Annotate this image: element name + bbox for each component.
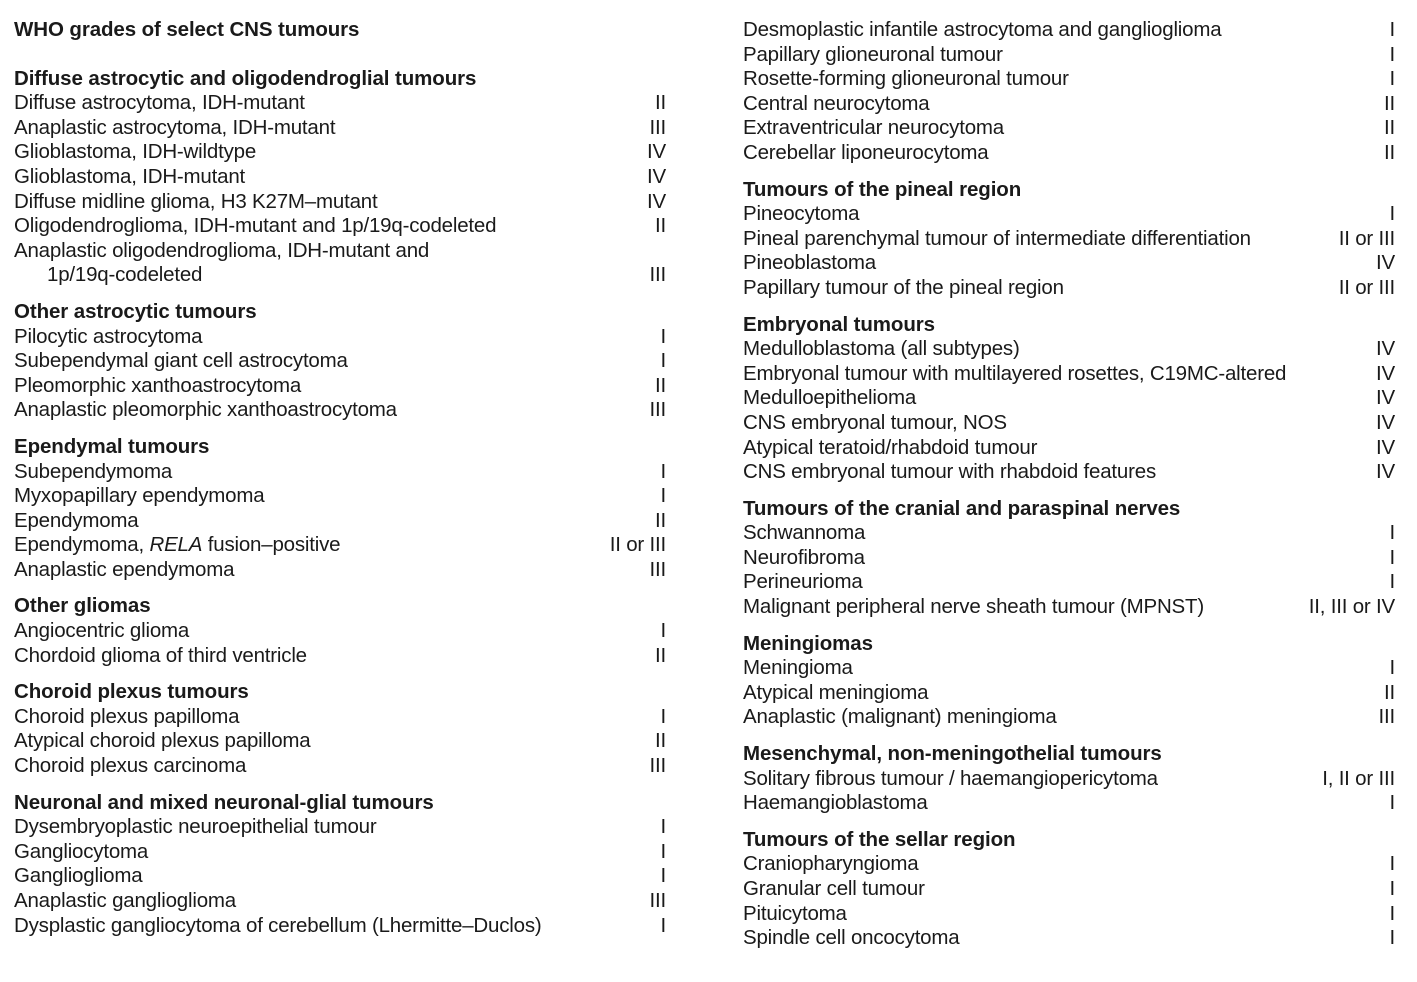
table-row [14, 864, 666, 889]
who-grade: I, II or III [1322, 766, 1395, 790]
table-row [743, 546, 1395, 571]
table-row [14, 509, 666, 534]
table-row [14, 349, 666, 374]
tumour-name: Craniopharyngioma [743, 852, 919, 876]
table-row [743, 877, 1395, 902]
table-row [743, 656, 1395, 681]
tumour-name: Anaplastic pleomorphic xanthoastrocytoma [14, 398, 397, 422]
table-row [743, 411, 1395, 436]
section-title: Embryonal tumours [743, 312, 935, 336]
table-row [14, 374, 666, 399]
tumour-name [14, 533, 600, 558]
table-row [14, 214, 666, 239]
table-row [14, 325, 666, 350]
table-row [14, 116, 666, 141]
table-row [743, 521, 1395, 546]
tumour-name: Spindle cell oncocytoma [743, 926, 960, 950]
tumour-name: CNS embryonal tumour with rhabdoid features [743, 460, 1156, 484]
section-title: Meningiomas [743, 631, 873, 655]
table-row [743, 67, 1395, 92]
section-embryonal [743, 313, 1395, 485]
table-row [743, 681, 1395, 706]
left-column [14, 18, 666, 950]
tumour-name: Subependymoma [14, 459, 173, 483]
tumour-name: Anaplastic ganglioglioma [14, 889, 236, 912]
tumour-name: Dysembryoplastic neuroepithelial tumour [14, 815, 377, 839]
tumour-name: Atypical choroid plexus papilloma [14, 729, 311, 753]
tumour-name: Pituicytoma [743, 901, 847, 925]
section-title: Other gliomas [14, 594, 151, 618]
tumour-name: Anaplastic ependymoma [14, 557, 235, 581]
tumour-name: Schwannoma [743, 521, 866, 545]
who-grade: II [1384, 116, 1395, 140]
tumour-name: Embryonal tumour with multilayered rosettes, C19MC-altered [743, 361, 1287, 385]
section-title: Neuronal and mixed neuronal-glial tumours [14, 790, 434, 814]
table-row [14, 754, 666, 779]
table-row [743, 43, 1395, 68]
table-row [14, 815, 666, 840]
who-grade: III [649, 398, 666, 422]
section-title: Tumours of the sellar region [743, 827, 1016, 851]
table-row [14, 91, 666, 116]
document-title: WHO grades of select CNS tumours [14, 18, 360, 41]
table-row [743, 92, 1395, 117]
section-ependymal [14, 435, 666, 583]
who-grade: I [1389, 570, 1395, 594]
who-grade: I [1389, 202, 1395, 226]
table-row [14, 644, 666, 669]
who-grade: I [1389, 545, 1395, 569]
who-grade: I [660, 704, 666, 728]
table-row [14, 165, 666, 190]
table-row [14, 398, 666, 423]
who-grade: I [1389, 852, 1395, 876]
tumour-name-line2: 1p/19q-codeleted [47, 263, 203, 287]
table-row [743, 251, 1395, 276]
tumour-name: Diffuse astrocytoma, IDH-mutant [14, 91, 305, 115]
tumour-name: Perineurioma [743, 570, 863, 594]
who-grade: I [1389, 521, 1395, 545]
tumour-name: Pineoblastoma [743, 251, 877, 275]
who-grade: III [649, 115, 666, 139]
section-title: Tumours of the pineal region [743, 177, 1022, 201]
who-grade: I [660, 349, 666, 373]
table-row [743, 767, 1395, 792]
tumour-name: Granular cell tumour [743, 877, 925, 900]
tumour-name: Angiocentric glioma [14, 619, 190, 643]
section-choroid-plexus [14, 680, 666, 778]
who-grade: III [649, 263, 666, 287]
table-row [14, 914, 666, 939]
tumour-name: Pineal parenchymal tumour of intermediate differentiation [743, 226, 1251, 250]
tumour-name: Pleomorphic xanthoastrocytoma [14, 373, 302, 397]
table-row [743, 436, 1395, 461]
section-neuronal-mixed-continued [743, 18, 1395, 166]
table-row [743, 18, 1395, 43]
tumour-name: Neurofibroma [743, 545, 865, 569]
tumour-name: Desmoplastic infantile astrocytoma and ganglioglioma [743, 18, 1222, 41]
tumour-name: Pineocytoma [743, 202, 860, 226]
table-row [14, 619, 666, 644]
who-grade: I [1389, 42, 1395, 66]
who-grade: II [655, 729, 666, 753]
table-row [743, 116, 1395, 141]
table-row [743, 595, 1395, 620]
who-grade: I [660, 459, 666, 483]
right-column [743, 18, 1395, 963]
who-grade: II or III [1338, 226, 1395, 250]
tumour-name: Anaplastic astrocytoma, IDH-mutant [14, 115, 336, 139]
table-row [743, 276, 1395, 301]
who-grade: IV [1376, 460, 1395, 484]
table-row [743, 460, 1395, 485]
section-diffuse-astrocytic [14, 67, 666, 288]
tumour-name: Myxopapillary ependymoma [14, 484, 265, 508]
tumour-name: Cerebellar liponeurocytoma [743, 140, 989, 164]
tumour-name: Choroid plexus papilloma [14, 704, 240, 728]
section-title: Tumours of the cranial and paraspinal nerves [743, 496, 1181, 520]
tumour-name: Choroid plexus carcinoma [14, 754, 247, 778]
tumour-name: Rosette-forming glioneuronal tumour [743, 67, 1069, 91]
table-row [743, 570, 1395, 595]
who-grade: I [1389, 877, 1395, 900]
who-grade: IV [647, 164, 666, 188]
who-grade: IV [1376, 251, 1395, 275]
tumour-name: Atypical teratoid/rhabdoid tumour [743, 435, 1038, 459]
section-other-astrocytic [14, 300, 666, 423]
who-grade: II [1384, 140, 1395, 164]
who-grade: II [655, 373, 666, 397]
table-row [14, 140, 666, 165]
table-row [14, 705, 666, 730]
tumour-name: Pilocytic astrocytoma [14, 324, 203, 348]
tumour-name: Central neurocytoma [743, 91, 930, 115]
who-grade: III [649, 754, 666, 778]
who-grade: III [649, 557, 666, 581]
table-row [14, 533, 666, 558]
tumour-name: Anaplastic (malignant) meningioma [743, 705, 1057, 729]
who-grade: III [1378, 705, 1395, 729]
section-mesenchymal [743, 742, 1395, 816]
table-row [14, 484, 666, 509]
tumour-name: Haemangioblastoma [743, 791, 928, 815]
who-grade: I [660, 864, 666, 888]
table-row [14, 889, 666, 914]
who-grade: II, III or IV [1308, 595, 1395, 619]
who-grade: I [1389, 791, 1395, 815]
table-row [743, 337, 1395, 362]
tumour-name: Glioblastoma, IDH-mutant [14, 164, 246, 188]
who-grade: IV [1376, 435, 1395, 459]
who-grade: I [660, 839, 666, 863]
section-title: Ependymal tumours [14, 434, 210, 458]
table-row [14, 460, 666, 485]
who-grade: II [655, 91, 666, 115]
who-grade: II [655, 508, 666, 532]
table-row [743, 362, 1395, 387]
tumour-name-suffix: fusion–positive [202, 533, 341, 557]
tumour-name: CNS embryonal tumour, NOS [743, 410, 1007, 434]
who-grade: I [660, 913, 666, 937]
table-row [14, 239, 666, 288]
tumour-name: Atypical meningioma [743, 680, 929, 704]
tumour-name: Gangliocytoma [14, 839, 149, 863]
tumour-name: Papillary tumour of the pineal region [743, 275, 1064, 299]
table-row [743, 926, 1395, 951]
table-row [743, 386, 1395, 411]
tumour-name [14, 239, 640, 288]
tumour-name-prefix: Ependymoma, [14, 533, 150, 557]
table-row [14, 729, 666, 754]
tumour-name: Glioblastoma, IDH-wildtype [14, 140, 257, 164]
section-other-gliomas [14, 594, 666, 668]
who-grade: I [1389, 656, 1395, 680]
who-grade: I [660, 815, 666, 839]
table-row [743, 141, 1395, 166]
who-grade: I [1389, 18, 1395, 41]
section-neuronal-mixed [14, 791, 666, 939]
section-title: Other astrocytic tumours [14, 299, 257, 323]
section-meningiomas [743, 632, 1395, 730]
section-pineal-region [743, 178, 1395, 301]
who-grade: II or III [609, 533, 666, 557]
tumour-name: Chordoid glioma of third ventricle [14, 643, 307, 667]
table-row [14, 190, 666, 215]
who-grade: II [1384, 680, 1395, 704]
who-grade: II [655, 643, 666, 667]
who-grade: I [1389, 926, 1395, 950]
section-title: Mesenchymal, non-meningothelial tumours [743, 742, 1162, 766]
tumour-name: Medulloblastoma (all subtypes) [743, 337, 1020, 361]
tumour-name: Ependymoma [14, 508, 139, 532]
table-row [743, 202, 1395, 227]
who-grade: IV [1376, 386, 1395, 410]
table-row [743, 227, 1395, 252]
section-sellar-region [743, 828, 1395, 951]
tumour-name: Solitary fibrous tumour / haemangiopericytoma [743, 766, 1158, 790]
tumour-name: Papillary glioneuronal tumour [743, 42, 1003, 66]
table-row [743, 705, 1395, 730]
who-grade: IV [1376, 337, 1395, 361]
table-row [743, 902, 1395, 927]
gene-name: RELA [149, 533, 203, 557]
who-grade: IV [647, 189, 666, 213]
who-grade: I [660, 619, 666, 643]
section-title: Choroid plexus tumours [14, 680, 249, 704]
who-grade: IV [1376, 410, 1395, 434]
who-grade: I [660, 484, 666, 508]
tumour-name: Meningioma [743, 656, 853, 680]
who-grade: IV [1376, 361, 1395, 385]
tumour-name: Medulloepithelioma [743, 386, 917, 410]
who-grade: II [655, 214, 666, 238]
table-row [743, 791, 1395, 816]
who-grade: I [1389, 901, 1395, 925]
tumour-name: Extraventricular neurocytoma [743, 116, 1005, 140]
tumour-name: Oligodendroglioma, IDH-mutant and 1p/19q-codeleted [14, 214, 497, 238]
tumour-name: Subependymal giant cell astrocytoma [14, 349, 348, 373]
who-grade: II [1384, 91, 1395, 115]
table-row [14, 558, 666, 583]
tumour-name-line1: Anaplastic oligodendroglioma, IDH-mutant and [14, 238, 430, 262]
table-row [14, 840, 666, 865]
section-title: Diffuse astrocytic and oligodendroglial tumours [14, 66, 477, 90]
who-grade: I [660, 324, 666, 348]
who-grade: II or III [1338, 275, 1395, 299]
section-cranial-paraspinal-nerves [743, 497, 1395, 620]
tumour-name: Ganglioglioma [14, 864, 143, 888]
who-grade: III [649, 889, 666, 912]
who-grade: I [1389, 67, 1395, 91]
who-grade: IV [647, 140, 666, 164]
tumour-name: Dysplastic gangliocytoma of cerebellum (Lhermitte–Duclos) [14, 913, 542, 937]
tumour-name: Malignant peripheral nerve sheath tumour (MPNST) [743, 595, 1204, 619]
table-row [743, 852, 1395, 877]
tumour-name: Diffuse midline glioma, H3 K27M–mutant [14, 189, 378, 213]
